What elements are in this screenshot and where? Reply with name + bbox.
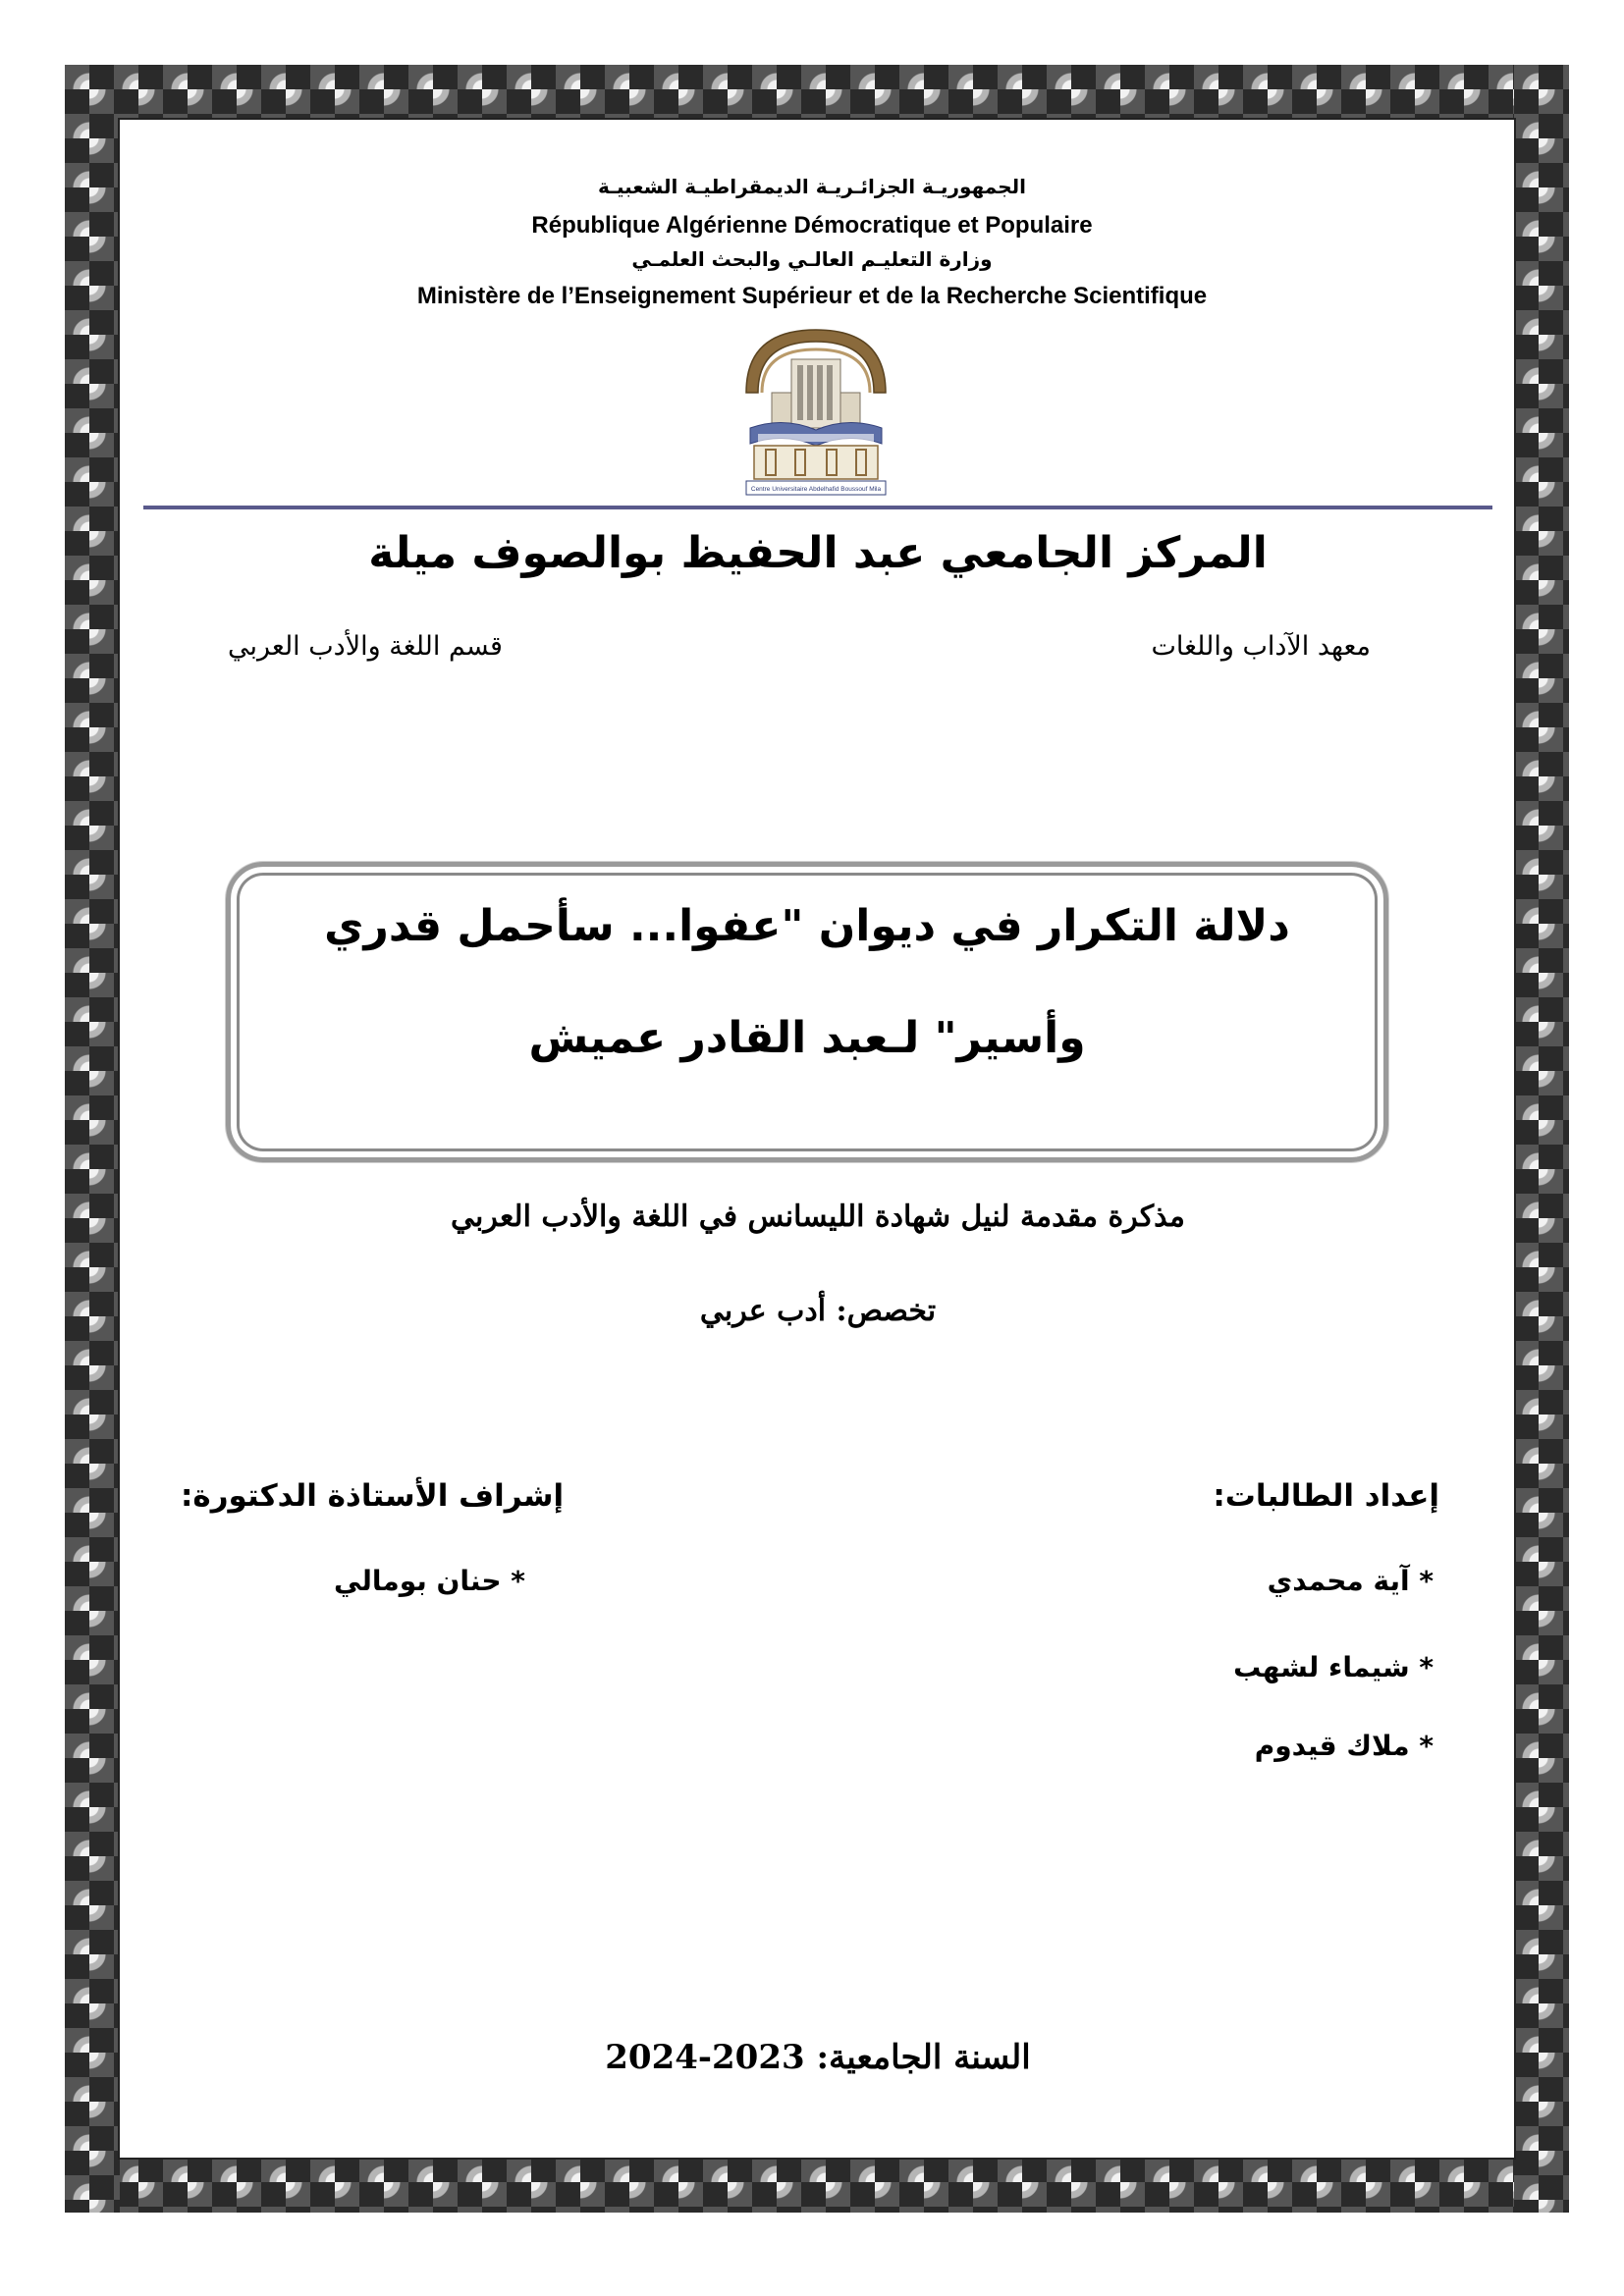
university-logo bbox=[732, 324, 899, 499]
header-separator bbox=[143, 506, 1492, 509]
page-border-right bbox=[1514, 65, 1569, 2213]
page-border-bottom bbox=[65, 2158, 1569, 2213]
academic-year: السنة الجامعية: 2023-2024 bbox=[605, 2038, 1031, 2077]
student-name: * شيماء لشهب bbox=[1233, 1651, 1434, 1683]
thesis-title-line-2: وأسير" لـعبد القادر عميش bbox=[528, 1013, 1086, 1063]
thesis-specialization: تخصص: أدب عربي bbox=[699, 1294, 937, 1328]
logo-caption: Centre Universitaire Abdelhafid Boussouf Mila bbox=[750, 486, 882, 493]
institute-name: معهد الآداب واللغات bbox=[1151, 631, 1371, 662]
republic-arabic: الجمهوريـة الجزائـريـة الديمقراطيـة الشعبيـة bbox=[598, 175, 1026, 198]
student-name: * ملاك قيدوم bbox=[1254, 1730, 1434, 1762]
republic-french: République Algérienne Démocratique et Populaire bbox=[531, 212, 1093, 239]
department-name: قسم اللغة والأدب العربي bbox=[228, 631, 503, 662]
student-name: * آية محمدي bbox=[1267, 1565, 1434, 1597]
university-name: المركز الجامعي عبد الحفيظ بوالصوف ميلة bbox=[368, 528, 1268, 578]
thesis-purpose: مذكرة مقدمة لنيل شهادة الليسانس في اللغة والأدب العربي bbox=[451, 1200, 1185, 1234]
page-border-left bbox=[65, 65, 120, 2213]
ministry-french: Ministère de l’Enseignement Supérieur et de la Recherche Scientifique bbox=[416, 283, 1208, 309]
students-label: إعداد الطالبات: bbox=[1213, 1478, 1439, 1514]
supervisor-label: إشراف الأستاذة الدكتورة: bbox=[181, 1478, 565, 1514]
ministry-arabic: وزارة التعليـم العالـي والبحث العلمـي bbox=[631, 247, 993, 271]
thesis-title-line-1: دلالة التكرار في ديوان "عفوا... سأحمل قدري bbox=[324, 901, 1290, 951]
supervisor-name: * حنان بومالي bbox=[334, 1565, 525, 1597]
page-border-top bbox=[65, 65, 1569, 120]
